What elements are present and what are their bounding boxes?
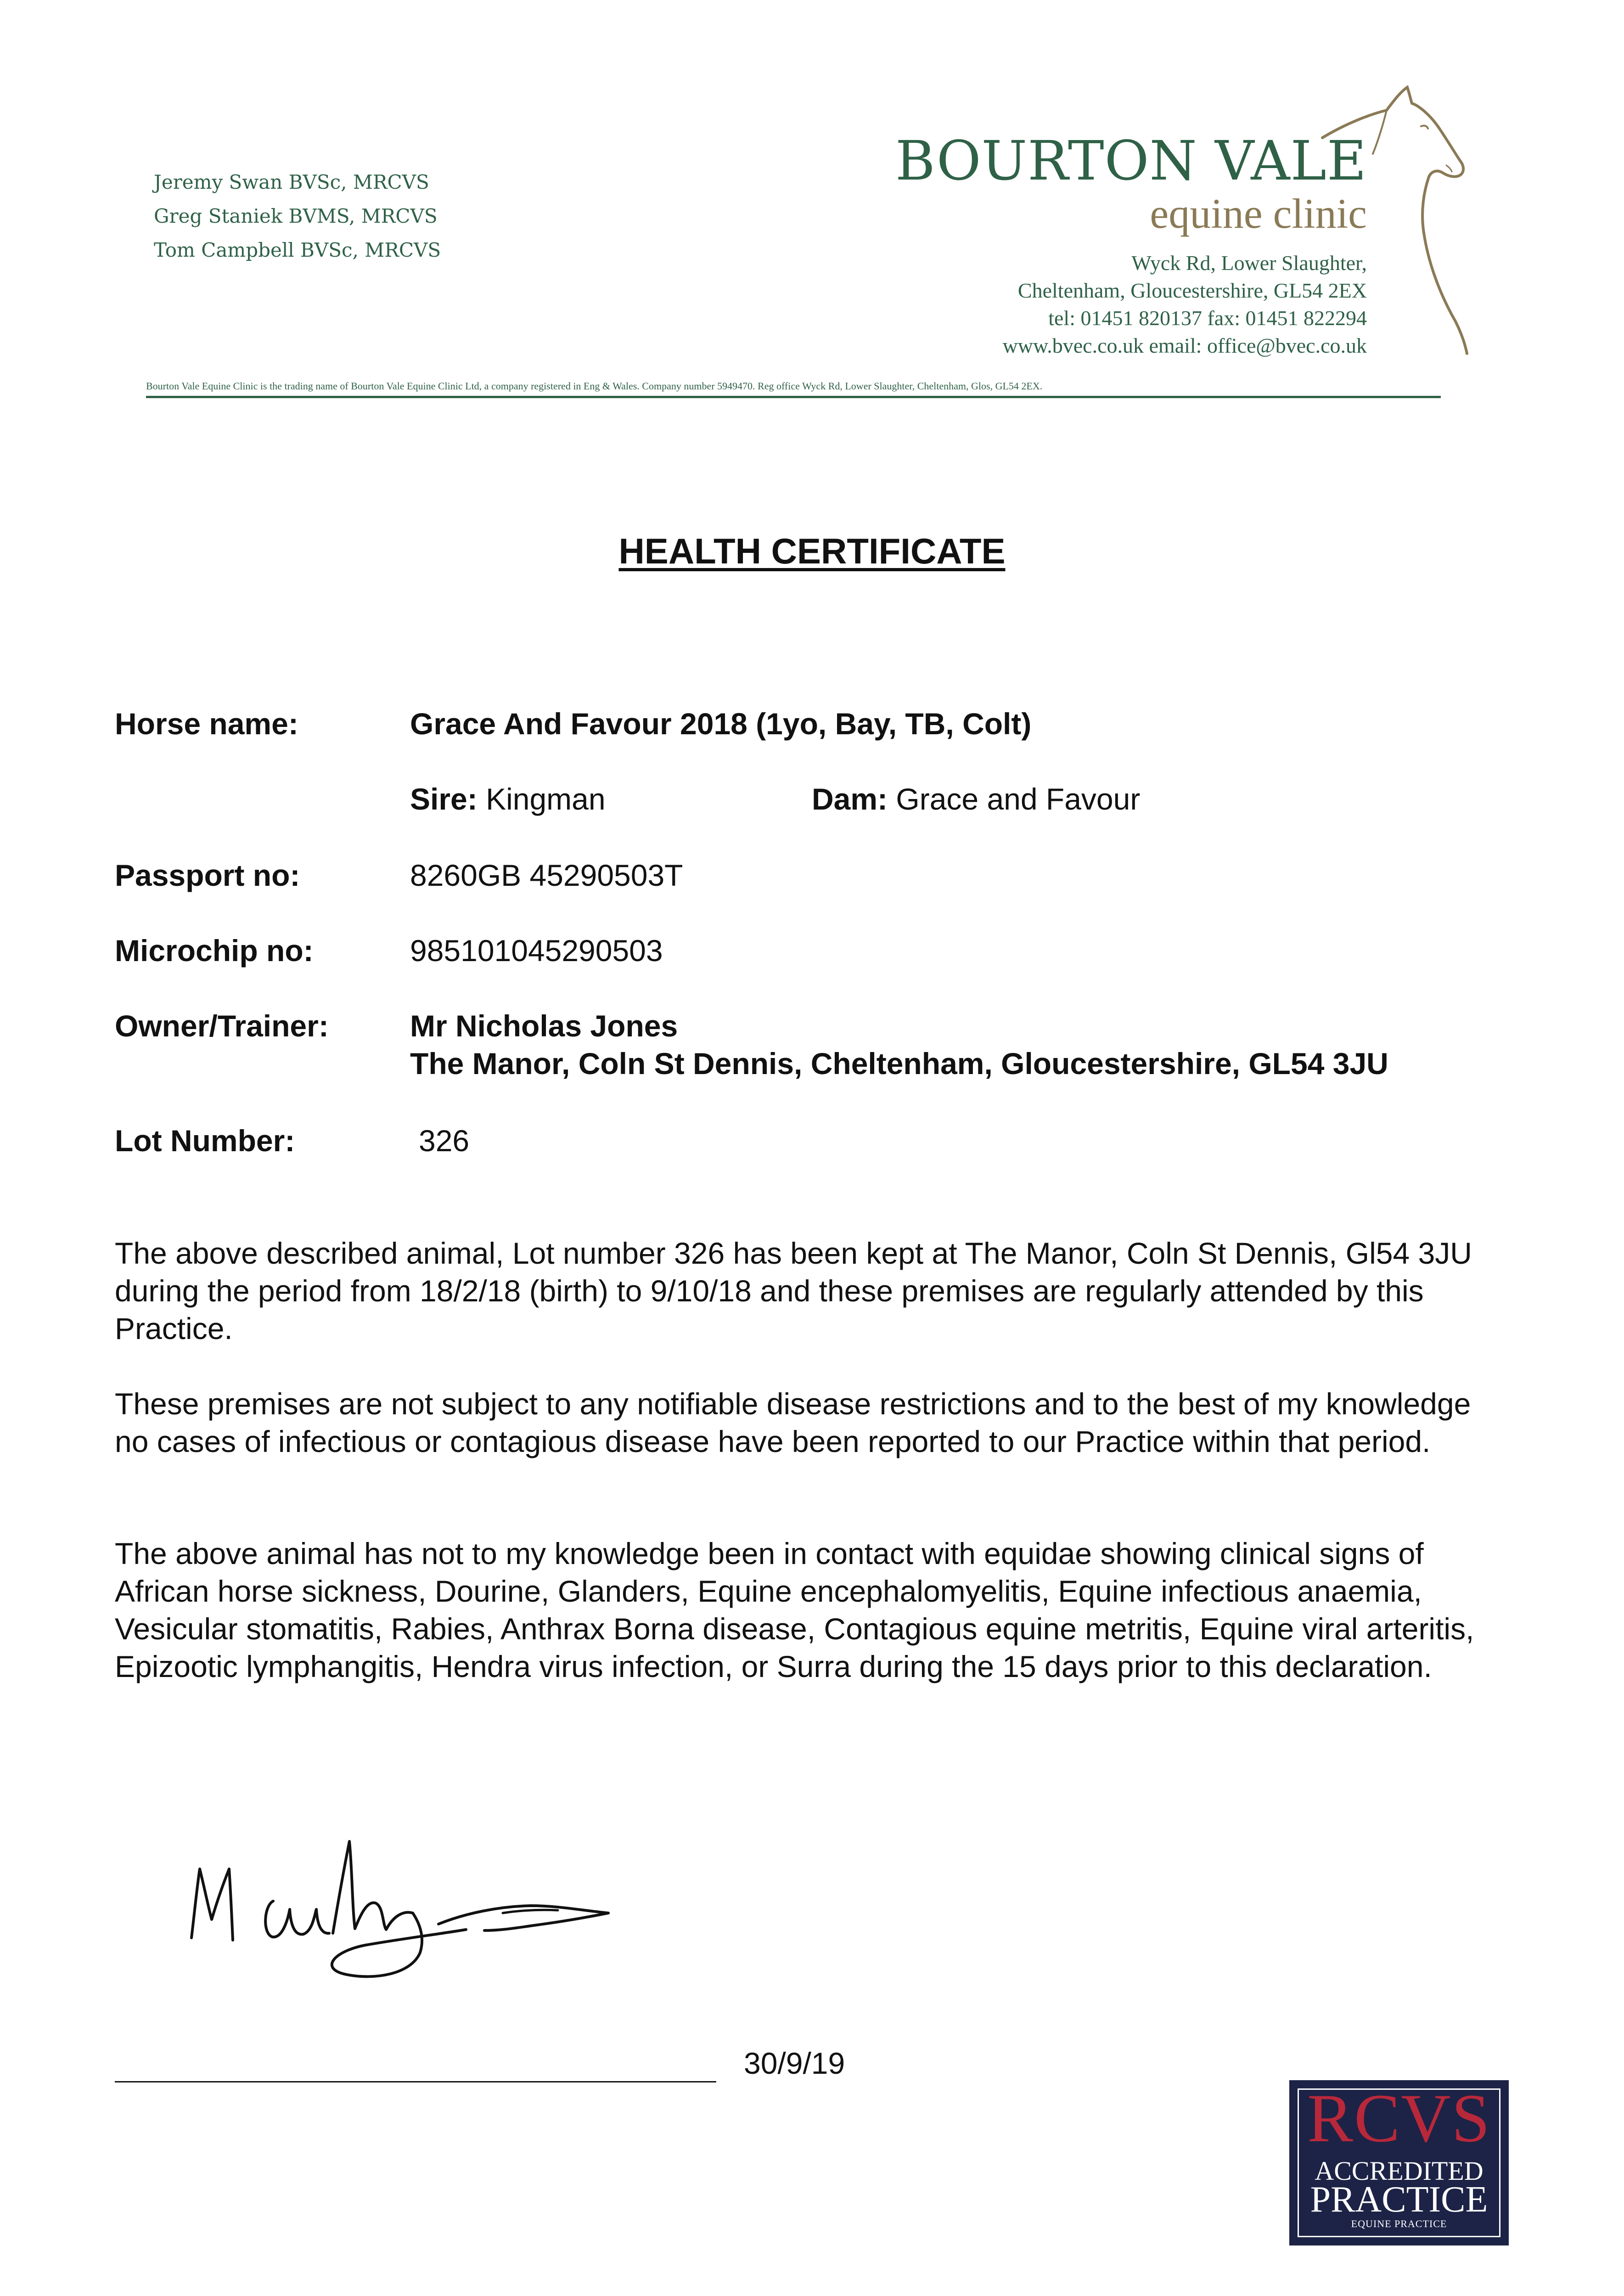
badge-rcvs-text: RCVS [1307,2080,1491,2156]
signature-line [115,2081,716,2082]
address-line: www.bvec.co.uk email: office@bvec.co.uk [1002,334,1367,357]
lot-number-label: Lot Number: [115,1124,295,1158]
vet-name: Jeremy Swan BVSc, MRCVS [154,171,429,193]
handwritten-signature [181,1832,622,1988]
rcvs-accredited-badge [1289,2080,1509,2245]
address-line: tel: 01451 820137 fax: 01451 822294 [1048,306,1367,330]
document-title [0,530,1624,572]
sire-value: Kingman [477,782,606,816]
sire-label: Sire: [410,782,478,816]
document-title-text: HEALTH CERTIFICATE [618,531,1006,571]
sire-field [410,782,606,816]
address-line: Cheltenham, Gloucestershire, GL54 2EX [1017,279,1367,302]
badge-equine-practice-text: EQUINE PRACTICE [1351,2218,1447,2229]
passport-label: Passport no: [115,858,300,892]
address-line: Wyck Rd, Lower Slaughter, [1131,251,1367,275]
passport-value: 8260GB 45290503T [410,858,683,892]
clinic-brand [895,131,1367,360]
lot-number-value: 326 [419,1124,470,1158]
vet-name: Tom Campbell BVSc, MRCVS [154,239,441,261]
declaration-paragraph: These premises are not subject to any notifiable disease restrictions and to the best of my knowledge no cases of infectious or contagious disease have been reported to our Practice within that period. [115,1387,1471,1458]
owner-label: Owner/Trainer: [115,1009,329,1043]
declaration-paragraph: The above described animal, Lot number 326 has been kept at The Manor, Coln St Dennis, Gl54 3JU during the period from 18/2/18 (birth) to 9/10/18 and these premises are regularly attended by this Practice. [115,1236,1472,1345]
clinic-subtitle: equine clinic [1150,190,1367,237]
badge-practice-text: PRACTICE [1310,2179,1488,2220]
horse-name-value: Grace And Favour 2018 (1yo, Bay, TB, Colt) [410,707,1032,741]
vet-name: Greg Staniek BVMS, MRCVS [154,205,438,227]
microchip-label: Microchip no: [115,934,314,968]
letterhead-divider [146,396,1441,398]
clinic-name: BOURTON VALE [895,129,1367,192]
dam-field [812,782,1140,816]
vet-list [154,165,441,267]
declaration-paragraph: The above animal has not to my knowledge been in contact with equidae showing clinical signs of African horse sickness, Dourine, Glanders, Equine encephalomyelitis, Equine infectious anaemia, Vesicular stomatitis, Rabies, Anthrax Borna disease, Contagious equine metritis, Equine viral arteritis, Epizootic lymphangitis, Hendra virus infection, or Surra during the 15 days prior to this declaration. [115,1536,1474,1683]
owner-name: Mr Nicholas Jones [410,1009,678,1043]
badge-accredited-text: ACCREDITED [1315,2156,1484,2186]
horse-name-label: Horse name: [115,707,298,741]
company-registration: Bourton Vale Equine Clinic is the trading name of Bourton Vale Equine Clinic Ltd, a company registered in Eng & Wales. Company number 5949470. Reg office Wyck Rd, Lower Slaughter, Cheltenham, Glos, GL54 2EX. [146,380,1043,392]
horse-head-logo-icon [1309,73,1474,367]
owner-address: The Manor, Coln St Dennis, Cheltenham, Gloucestershire, GL54 3JU [410,1047,1388,1080]
microchip-value: 985101045290503 [410,934,663,968]
clinic-address [895,249,1367,360]
dam-label: Dam: [812,782,888,816]
dam-value: Grace and Favour [888,782,1141,816]
signature-date: 30/9/19 [744,2046,845,2080]
